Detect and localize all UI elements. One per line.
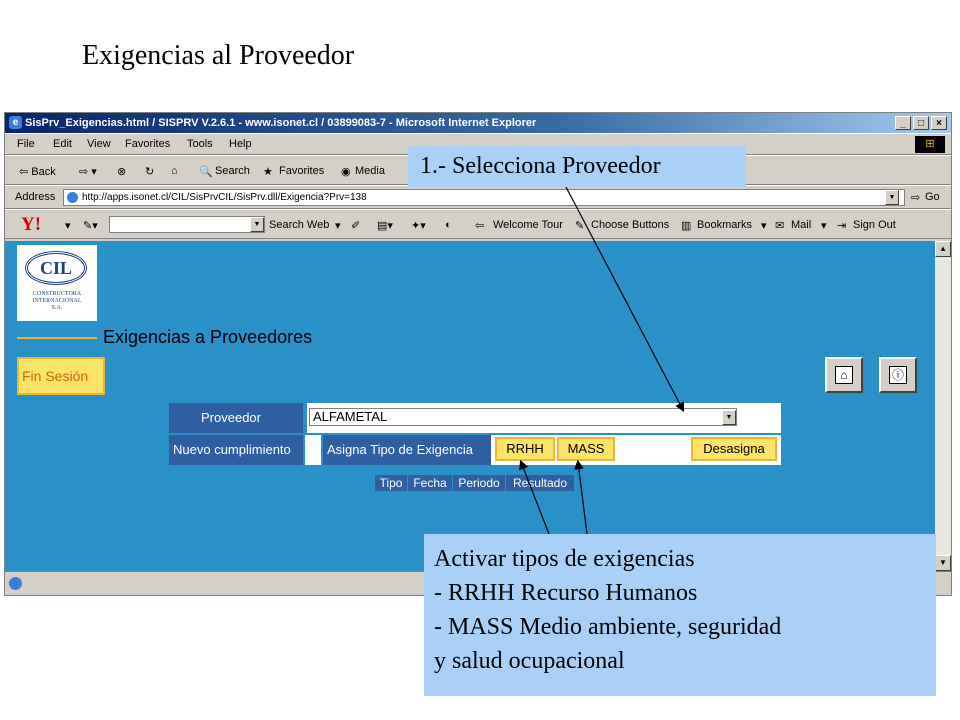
favorites-icon: ★ <box>263 166 273 178</box>
arrow-to-mass <box>578 462 587 534</box>
arrow-to-proveedor <box>566 187 683 410</box>
go-button[interactable]: Go <box>925 191 940 203</box>
callout-select-proveedor: 1.- Selecciona Proveedor <box>408 145 746 187</box>
sign-out-button[interactable]: Sign Out <box>853 219 896 231</box>
column-fecha: Fecha <box>408 475 452 491</box>
window-title: SisPrv_Exigencias.html / SISPRV V.2.6.1 - www.isonet.cl / 03899083-7 - Microsoft Internet Explorer <box>25 117 537 129</box>
bookmarks-button[interactable]: Bookmarks <box>697 219 753 231</box>
sign-out-icon: ⇥ <box>837 220 847 232</box>
column-periodo: Periodo <box>453 475 505 491</box>
menu-file[interactable]: File <box>17 138 35 150</box>
yahoo-search-dropdown-icon[interactable]: ▼ <box>250 217 264 232</box>
callout-line: - RRHH Recurso Humanos <box>434 580 698 606</box>
address-dropdown-icon[interactable]: ▼ <box>885 190 899 205</box>
address-label: Address <box>15 191 56 203</box>
rrhh-button[interactable]: RRHH <box>495 437 555 461</box>
compass-icon[interactable]: ✦▾ <box>411 220 426 232</box>
back-button[interactable]: ⇦ Back <box>19 166 56 178</box>
maximize-button[interactable]: □ <box>913 116 929 130</box>
menu-edit[interactable]: Edit <box>53 138 72 150</box>
home-icon[interactable]: ⌂ <box>171 165 178 177</box>
logo-mark: CIL <box>25 251 87 285</box>
scroll-down-icon[interactable]: ▼ <box>935 555 951 571</box>
proveedor-value: ALFAMETAL <box>313 409 388 424</box>
page-heading: Exigencias a Proveedores <box>103 327 313 347</box>
mass-button[interactable]: MASS <box>557 437 615 461</box>
callout-line: Activar tipos de exigencias <box>434 546 695 572</box>
search-web-dropdown-icon[interactable]: ▾ <box>335 220 341 232</box>
proveedor-label: Proveedor <box>169 403 303 433</box>
logo-subtitle: CONSTRUCTORA INTERNACIONAL S.A. <box>32 291 82 311</box>
callout-activate-types <box>424 534 936 696</box>
window-icon[interactable]: ▤▾ <box>377 220 393 232</box>
stop-icon[interactable]: ⊗ <box>117 166 127 178</box>
mail-icon: ✉ <box>775 220 785 232</box>
ie-icon: e <box>9 116 22 129</box>
address-url: http://apps.isonet.cl/CIL/SisPrvCIL/SisPrv.dll/Exigencia?Prv=138 <box>82 192 367 203</box>
search-button[interactable]: Search <box>215 165 250 177</box>
pencil-icon[interactable]: ✎▾ <box>83 220 98 232</box>
scroll-up-icon[interactable]: ▲ <box>935 241 951 257</box>
column-tipo: Tipo <box>375 475 407 491</box>
media-icon: ◉ <box>341 166 351 178</box>
headphones-icon[interactable]: ◐ <box>445 219 452 231</box>
yahoo-menu-chevron-icon[interactable]: ▾ <box>65 220 71 232</box>
close-button[interactable]: × <box>931 116 947 130</box>
home-icon: ⌂ <box>835 366 853 384</box>
mail-dropdown-icon[interactable]: ▾ <box>821 220 827 232</box>
nuevo-cumplimiento-label: Nuevo cumplimiento <box>169 435 303 465</box>
media-button[interactable]: Media <box>355 165 385 177</box>
welcome-tour-button[interactable]: Welcome Tour <box>493 219 563 231</box>
desasigna-button[interactable]: Desasigna <box>691 437 777 461</box>
welcome-tour-icon: ⇦ <box>475 220 485 232</box>
minimize-button[interactable]: _ <box>895 116 911 130</box>
forward-icon[interactable]: ⇨ ▾ <box>79 166 97 178</box>
info-icon: ⓘ <box>889 366 907 384</box>
highlight-icon[interactable]: ✐ <box>351 220 361 232</box>
callout-line: y salud ocupacional <box>434 648 625 674</box>
slide-title: Exigencias al Proveedor <box>82 40 355 71</box>
menu-view[interactable]: View <box>87 138 111 150</box>
choose-buttons-icon: ✎ <box>575 220 585 232</box>
refresh-icon[interactable]: ↻ <box>145 166 155 178</box>
proveedor-dropdown-icon[interactable]: ▼ <box>722 410 736 425</box>
fin-sesion-button[interactable]: Fin Sesión <box>17 357 105 395</box>
column-resultado: Resultado <box>506 475 574 491</box>
menu-help[interactable]: Help <box>229 138 252 150</box>
arrow-to-rrhh <box>521 462 549 534</box>
windows-logo-icon: ⊞ <box>915 136 945 153</box>
yahoo-logo[interactable]: Y! <box>21 214 42 235</box>
menu-favorites[interactable]: Favorites <box>125 138 171 150</box>
choose-buttons-button[interactable]: Choose Buttons <box>591 219 670 231</box>
asigna-tipo-label: Asigna Tipo de Exigencia <box>323 435 491 465</box>
callout-line: - MASS Medio ambiente, seguridad <box>434 614 782 640</box>
go-icon[interactable]: ⇨ <box>911 192 921 204</box>
bookmarks-icon: ▥ <box>681 220 692 232</box>
mail-button[interactable]: Mail <box>791 219 812 231</box>
favorites-button[interactable]: Favorites <box>279 165 325 177</box>
search-web-button[interactable]: Search Web <box>269 219 330 231</box>
menu-tools[interactable]: Tools <box>187 138 213 150</box>
search-icon: 🔍 <box>199 166 213 178</box>
bookmarks-dropdown-icon[interactable]: ▾ <box>761 220 767 232</box>
